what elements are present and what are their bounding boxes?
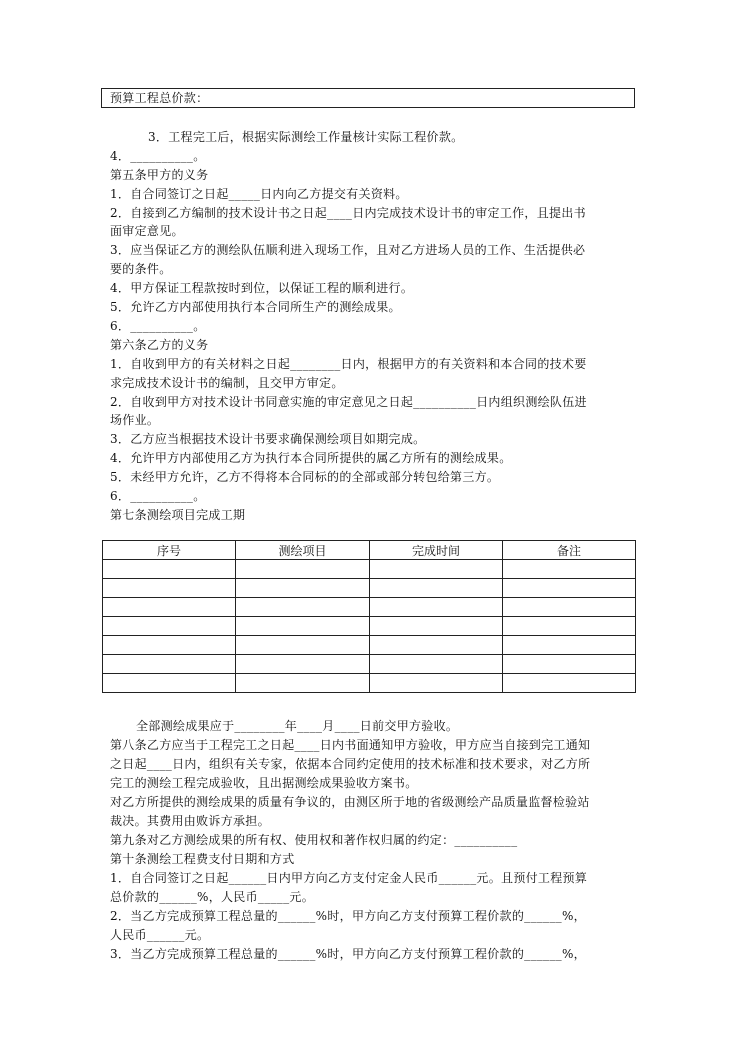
table-cell (103, 617, 236, 636)
table-cell (503, 674, 636, 693)
article-5-heading: 第五条甲方的义务 (110, 168, 209, 182)
table-cell (503, 560, 636, 579)
acceptance-deadline: 全部测绘成果应于________年____月____日前交甲方验收。 (136, 719, 459, 733)
table-cell (370, 579, 503, 598)
table-cell (236, 636, 370, 655)
table-cell (103, 674, 236, 693)
article-6-item-6: 6．__________。 (110, 489, 206, 503)
article-5-item-5: 5．允许乙方内部使用执行本合同所生产的测绘成果。 (110, 300, 401, 314)
table-row (103, 636, 636, 655)
table-cell (370, 617, 503, 636)
table-row (103, 674, 636, 693)
article-9: 第九条对乙方测绘成果的所有权、使用权和著作权归属的约定：__________ (110, 833, 518, 847)
article-5-item-1: 1．自合同签订之日起_____日内向乙方提交有关资料。 (110, 187, 408, 201)
article-6-item-4: 4．允许甲方内部使用乙方为执行本合同所提供的属乙方所有的测绘成果。 (110, 451, 512, 465)
table-cell (103, 655, 236, 674)
article-6-item-5: 5．未经甲方允许，乙方不得将本合同标的的全部或部分转包给第三方。 (110, 470, 500, 484)
table-cell (236, 560, 370, 579)
table-cell (236, 598, 370, 617)
table-cell (103, 598, 236, 617)
article-5-item-6: 6．__________。 (110, 319, 206, 333)
article-10-item-1: 1．自合同签订之日起______日内甲方向乙方支付定金人民币______元。且预付工程预算 (110, 871, 588, 885)
header-completion-time: 完成时间 (370, 541, 503, 560)
budget-total-label: 预算工程总价款： (110, 91, 209, 105)
table-cell (236, 617, 370, 636)
header-project: 测绘项目 (236, 541, 370, 560)
table-cell (370, 636, 503, 655)
article-6-heading: 第六条乙方的义务 (110, 338, 209, 352)
article-6-item-1-cont: 求完成技术设计书的编制，且交甲方审定。 (110, 376, 344, 390)
table-header-row (103, 541, 636, 560)
article-5-item-2-cont: 面审定意见。 (110, 224, 184, 238)
budget-total-box (101, 88, 635, 108)
table-cell (103, 560, 236, 579)
article-5-item-3: 3．应当保证乙方的测绘队伍顺利进入现场工作，且对乙方进场人员的工作、生活提供必 (110, 243, 586, 257)
table-cell (503, 617, 636, 636)
article-8-line-3: 完工的测绘工程完成验收，且出据测绘成果验收方案书。 (110, 776, 418, 790)
table-cell (370, 560, 503, 579)
dispute-line-2: 裁决。其费用由败诉方承担。 (110, 814, 270, 828)
table-cell (370, 674, 503, 693)
table-cell (236, 579, 370, 598)
table-cell (503, 655, 636, 674)
article-8-line-1: 第八条乙方应当于工程完工之日起____日内书面通知甲方验收，甲方应当自接到完工通知 (110, 738, 591, 752)
table-cell (236, 655, 370, 674)
article-6-item-1: 1．自收到甲方的有关材料之日起________日内，根据甲方的有关资料和本合同的技术要 (110, 357, 587, 371)
table-row (103, 655, 636, 674)
table-cell (503, 598, 636, 617)
article-6-item-2-cont: 场作业。 (110, 413, 160, 427)
header-seq: 序号 (103, 541, 236, 560)
table-cell (103, 636, 236, 655)
article-10-item-1-cont: 总价款的______%，人民币_____元。 (110, 890, 315, 904)
table-row (103, 560, 636, 579)
table-row (103, 579, 636, 598)
article-5-item-2: 2．自接到乙方编制的技术设计书之日起____日内完成技术设计书的审定工作，且提出书 (110, 206, 586, 220)
table-cell (503, 579, 636, 598)
article-5-item-4: 4．甲方保证工程款按时到位，以保证工程的顺利进行。 (110, 281, 414, 295)
table-row (103, 617, 636, 636)
article-7-heading: 第七条测绘项目完成工期 (110, 508, 246, 522)
schedule-table (102, 540, 636, 693)
article-6-item-3: 3．乙方应当根据技术设计书要求确保测绘项目如期完成。 (110, 432, 426, 446)
dispute-line-1: 对乙方所提供的测绘成果的质量有争议的，由测区所于地的省级测绘产品质量监督检验站 (110, 795, 590, 809)
article-6-item-2: 2．自收到甲方对技术设计书同意实施的审定意见之日起__________日内组织测绘队伍进 (110, 395, 587, 409)
table-cell (503, 636, 636, 655)
article-10-item-3: 3．当乙方完成预算工程总量的______%时，甲方向乙方支付预算工程价款的______%， (110, 947, 586, 961)
article-8-line-2: 之日起____日内，组织有关专家，依据本合同约定使用的技术标准和技术要求，对乙方所 (110, 757, 591, 771)
article-10-heading: 第十条测绘工程费支付日期和方式 (110, 852, 295, 866)
article-10-item-2-cont: 人民币______元。 (110, 928, 210, 942)
table-row (103, 598, 636, 617)
article-5-item-3-cont: 要的条件。 (110, 262, 172, 276)
clause-4-item-3: 3．工程完工后，根据实际测绘工作量核计实际工程价款。 (148, 130, 464, 144)
table-cell (370, 655, 503, 674)
header-remarks: 备注 (503, 541, 636, 560)
table-cell (103, 579, 236, 598)
table-cell (370, 598, 503, 617)
clause-4-item-4: 4．__________。 (110, 149, 206, 163)
table-cell (236, 674, 370, 693)
article-10-item-2: 2．当乙方完成预算工程总量的______%时，甲方向乙方支付预算工程价款的______%， (110, 909, 586, 923)
